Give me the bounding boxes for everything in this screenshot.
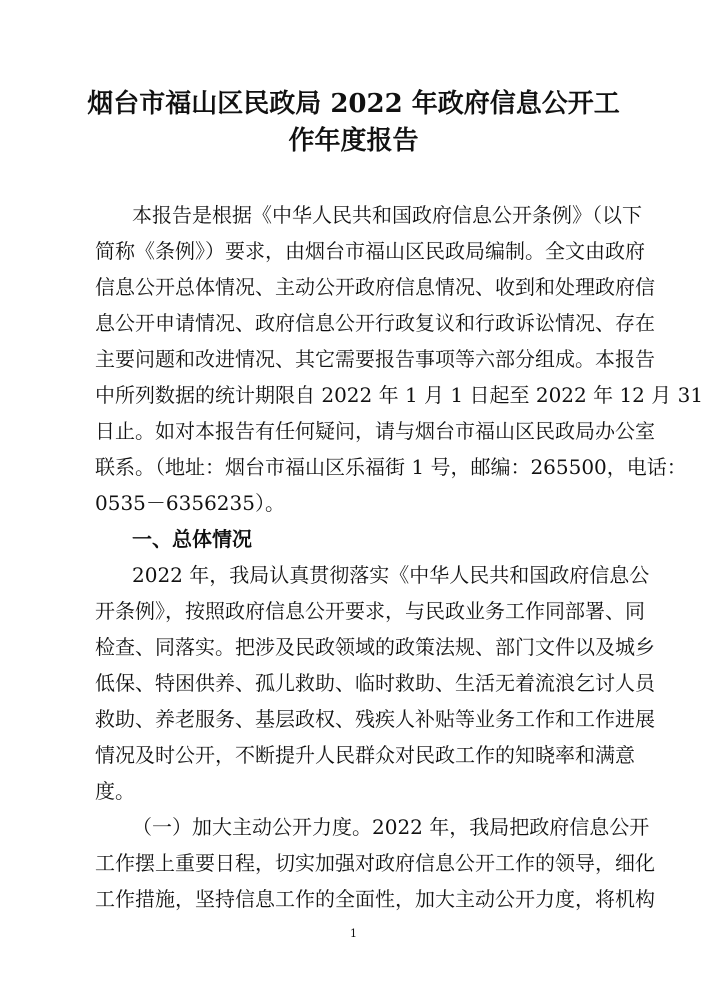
title-line: 作年度报告 <box>288 126 419 156</box>
paragraph-line: 工作措施，坚持信息工作的全面性，加大主动公开力度，将机构 <box>95 887 655 911</box>
paragraph-line: 开条例》，按照政府信息公开要求，与民政业务工作同部署、同 <box>95 599 645 623</box>
paragraph-line: 工作摆上重要日程，切实加强对政府信息公开工作的领导，细化 <box>95 851 655 875</box>
paragraph-line: （一）加大主动公开力度。2022 年，我局把政府信息公开 <box>132 815 650 839</box>
paragraph-line: 0535－6356235）。 <box>95 491 285 515</box>
paragraph-line: 2022 年，我局认真贯彻落实《中华人民共和国政府信息公 <box>132 563 650 587</box>
section-heading: 一、总体情况 <box>132 527 252 551</box>
paragraph-line: 息公开申请情况、政府信息公开行政复议和行政诉讼情况、存在 <box>95 311 655 335</box>
paragraph-line: 情况及时公开，不断提升人民群众对民政工作的知晓率和满意 <box>95 743 635 767</box>
paragraph-line: 简称《条例》）要求，由烟台市福山区民政局编制。全文由政府 <box>95 239 645 263</box>
paragraph-line: 度。 <box>95 779 135 803</box>
paragraph-line: 主要问题和改进情况、其它需要报告事项等六部分组成。本报告 <box>95 347 655 371</box>
paragraph-line: 救助、养老服务、基层政权、残疾人补贴等业务工作和工作进展 <box>95 707 655 731</box>
page-number: 1 <box>350 927 357 940</box>
paragraph-line: 联系。（地址：烟台市福山区乐福街 1 号，邮编：265500，电话： <box>95 455 687 479</box>
document-body <box>95 197 704 917</box>
paragraph-line: 检查、同落实。把涉及民政领域的政策法规、部门文件以及城乡 <box>95 635 655 659</box>
paragraph-line: 中所列数据的统计期限自 2022 年 1 月 1 日起至 2022 年 12 月 31 <box>95 383 704 407</box>
title-line: 烟台市福山区民政局 2022 年政府信息公开工 <box>87 89 620 119</box>
paragraph-line: 低保、特困供养、孤儿救助、临时救助、生活无着流浪乞讨人员 <box>95 671 655 695</box>
paragraph-line: 本报告是根据《中华人民共和国政府信息公开条例》（以下 <box>132 203 642 227</box>
paragraph-line: 信息公开总体情况、主动公开政府信息情况、收到和处理政府信 <box>95 275 655 299</box>
document-title <box>60 86 647 160</box>
paragraph-line: 日止。如对本报告有任何疑问，请与烟台市福山区民政局办公室 <box>95 419 655 443</box>
